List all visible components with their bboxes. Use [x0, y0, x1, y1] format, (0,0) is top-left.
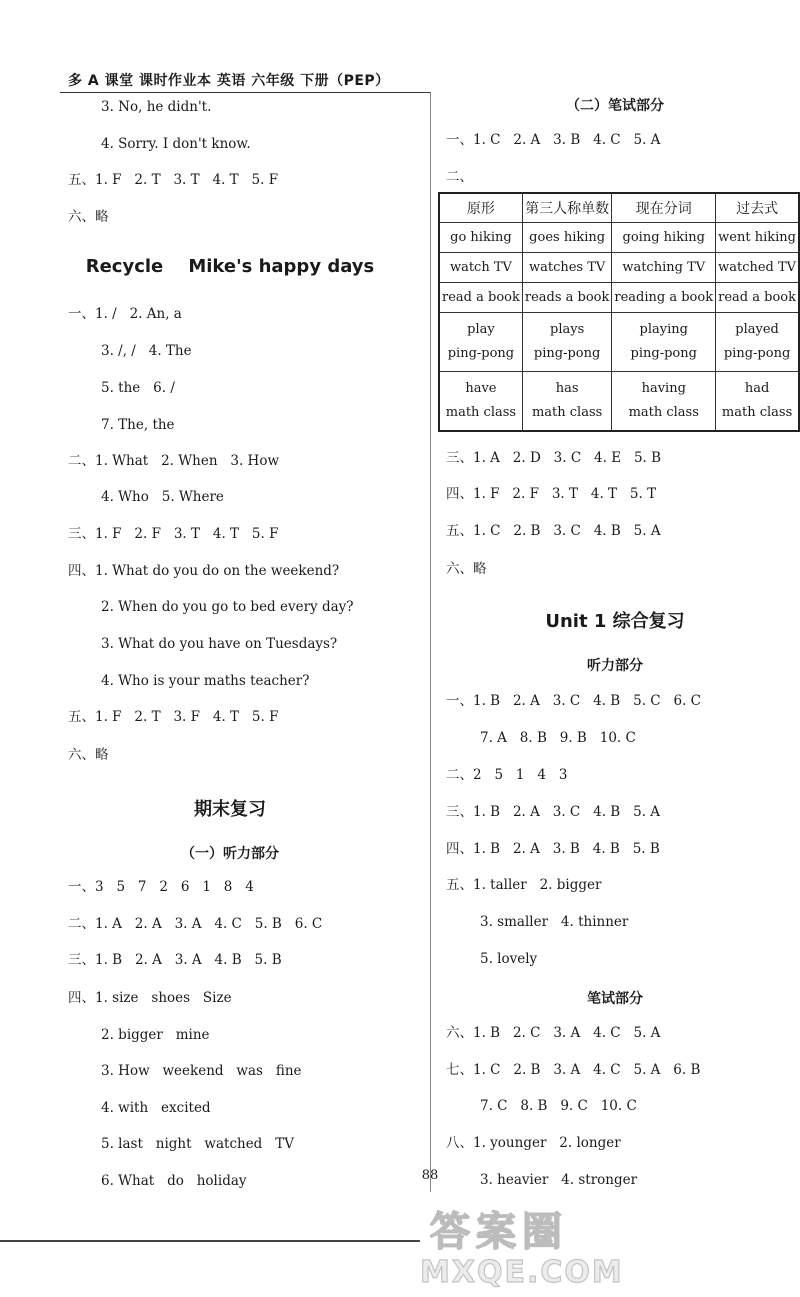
answer-line: 3. heavier 4. stronger	[480, 1172, 638, 1188]
answer-line: 三、1. F 2. F 3. T 4. T 5. F	[68, 526, 279, 542]
table-cell	[439, 313, 522, 372]
watermark-title: 答案圈	[430, 1209, 568, 1255]
answer-line: 二、1. What 2. When 3. How	[68, 453, 280, 469]
cell-line: playing	[639, 322, 688, 337]
written-section-title: （二）笔试部分	[566, 98, 664, 114]
answer-line: 四、1. size shoes Size	[68, 990, 232, 1006]
answer-line: 五、1. F 2. T 3. T 4. T 5. F	[68, 172, 279, 188]
cell-line: had	[744, 381, 770, 396]
answer-line: 六、略	[446, 561, 487, 577]
page-header: 多 A 课堂 课时作业本 英语 六年级 下册（PEP）	[68, 73, 390, 89]
answer-line: 一、3 5 7 2 6 1 8 4	[68, 879, 254, 895]
answer-line: 五、1. taller 2. bigger	[446, 877, 602, 893]
cell-line: math class	[445, 405, 517, 420]
table-header-cell: 第三人称单数	[522, 193, 612, 223]
answer-line: 6. What do holiday	[101, 1173, 247, 1189]
cell-line: has	[555, 381, 579, 396]
table-cell: going hiking	[612, 223, 716, 253]
answer-line: 5. lovely	[480, 951, 538, 967]
answer-line: 2. bigger mine	[101, 1027, 210, 1043]
bottom-rule	[0, 1240, 420, 1242]
answer-line: 二、1. A 2. A 3. A 4. C 5. B 6. C	[68, 916, 323, 932]
answer-line: 5. the 6. /	[101, 380, 175, 396]
table-header-cell: 过去式	[716, 193, 799, 223]
answer-line: 4. Sorry. I don't know.	[101, 136, 251, 152]
cell-line: have	[465, 381, 497, 396]
table-cell: went hiking	[716, 223, 799, 253]
table-row	[439, 372, 799, 432]
answer-line: 7. C 8. B 9. C 10. C	[480, 1098, 637, 1114]
table-cell	[612, 313, 716, 372]
table-cell	[439, 372, 522, 432]
table-cell: reads a book	[522, 283, 612, 313]
cell-line: ping-pong	[723, 346, 791, 361]
answer-line: 4. Who is your maths teacher?	[101, 673, 310, 689]
answer-line: 2. When do you go to bed every day?	[101, 599, 354, 615]
answer-line: 三、1. B 2. A 3. A 4. B 5. B	[68, 952, 282, 968]
table-cell: watch TV	[439, 253, 522, 283]
answer-line: 一、1. C 2. A 3. B 4. C 5. A	[446, 132, 661, 148]
cell-line: math class	[628, 405, 699, 420]
table-cell	[612, 372, 716, 432]
answer-line: 4. with excited	[101, 1100, 211, 1116]
table-cell: go hiking	[439, 223, 522, 253]
answer-line: 六、1. B 2. C 3. A 4. C 5. A	[446, 1025, 661, 1041]
cell-line: played	[735, 322, 779, 337]
answer-line: 3. What do you have on Tuesdays?	[101, 636, 338, 652]
table-cell: read a book	[439, 283, 522, 313]
answer-line: 3. smaller 4. thinner	[480, 914, 629, 930]
answer-line: 3. /, / 4. The	[101, 343, 192, 359]
cell-line: math class	[721, 405, 793, 420]
answer-line: 三、1. B 2. A 3. C 4. B 5. A	[446, 804, 661, 820]
unit1-written-title: 笔试部分	[587, 991, 643, 1007]
answer-line: 一、1. B 2. A 3. C 4. B 5. C 6. C	[446, 693, 701, 709]
answer-line: 一、1. / 2. An, a	[68, 306, 182, 322]
answer-line: 7. The, the	[101, 417, 175, 433]
answer-line: 四、1. B 2. A 3. B 4. B 5. B	[446, 841, 660, 857]
table-header-cell: 原形	[439, 193, 522, 223]
answer-line: 四、1. What do you do on the weekend?	[68, 563, 340, 579]
table-cell: read a book	[716, 283, 799, 313]
answer-line: 3. How weekend was fine	[101, 1063, 302, 1079]
answer-line: 二、	[446, 169, 473, 185]
answer-line: 五、1. F 2. T 3. F 4. T 5. F	[68, 709, 279, 725]
answer-line: 7. A 8. B 9. B 10. C	[480, 730, 636, 746]
table-cell: watches TV	[522, 253, 612, 283]
answer-line: 3. No, he didn't.	[101, 99, 212, 115]
table-cell: goes hiking	[522, 223, 612, 253]
table-cell: watching TV	[612, 253, 716, 283]
watermark-url: MXQE.COM	[420, 1255, 624, 1290]
table-cell	[522, 372, 612, 432]
table-header-cell: 现在分词	[612, 193, 716, 223]
cell-line: having	[641, 381, 686, 396]
recycle-title: Recycle Mike's happy days	[85, 256, 375, 277]
answer-line: 四、1. F 2. F 3. T 4. T 5. T	[446, 486, 657, 502]
answer-line: 5. last night watched TV	[101, 1136, 294, 1152]
cell-line: ping-pong	[533, 346, 601, 361]
header-rule	[60, 92, 430, 93]
unit1-review-title: Unit 1 综合复习	[545, 611, 685, 632]
watermark	[420, 1195, 790, 1295]
cell-line: math class	[531, 405, 603, 420]
unit1-listening-title: 听力部分	[587, 658, 643, 674]
page-number: 88	[421, 1168, 439, 1183]
table-cell: watched TV	[716, 253, 799, 283]
table-cell	[716, 313, 799, 372]
cell-line: play	[467, 322, 495, 337]
answer-line: 八、1. younger 2. longer	[446, 1135, 621, 1151]
cell-line: ping-pong	[630, 346, 697, 361]
final-review-title: 期末复习	[194, 799, 266, 820]
table-row	[439, 223, 799, 253]
cell-line: plays	[550, 322, 585, 337]
table-row	[439, 313, 799, 372]
table-cell	[522, 313, 612, 372]
cell-line: ping-pong	[447, 346, 515, 361]
listening-section-title: （一）听力部分	[181, 846, 279, 862]
table-row	[439, 253, 799, 283]
answer-line: 六、略	[68, 747, 109, 763]
table-row	[439, 283, 799, 313]
answer-line: 七、1. C 2. B 3. A 4. C 5. A 6. B	[446, 1062, 701, 1078]
table-cell: reading a book	[612, 283, 716, 313]
table-header-row	[439, 193, 799, 223]
answer-line: 4. Who 5. Where	[101, 489, 224, 505]
answer-line: 五、1. C 2. B 3. C 4. B 5. A	[446, 523, 661, 539]
answer-line: 二、2 5 1 4 3	[446, 767, 568, 783]
answer-line: 三、1. A 2. D 3. C 4. E 5. B	[446, 450, 662, 466]
table-cell	[716, 372, 799, 432]
answer-line: 六、略	[68, 209, 109, 225]
verb-forms-table	[438, 192, 800, 432]
